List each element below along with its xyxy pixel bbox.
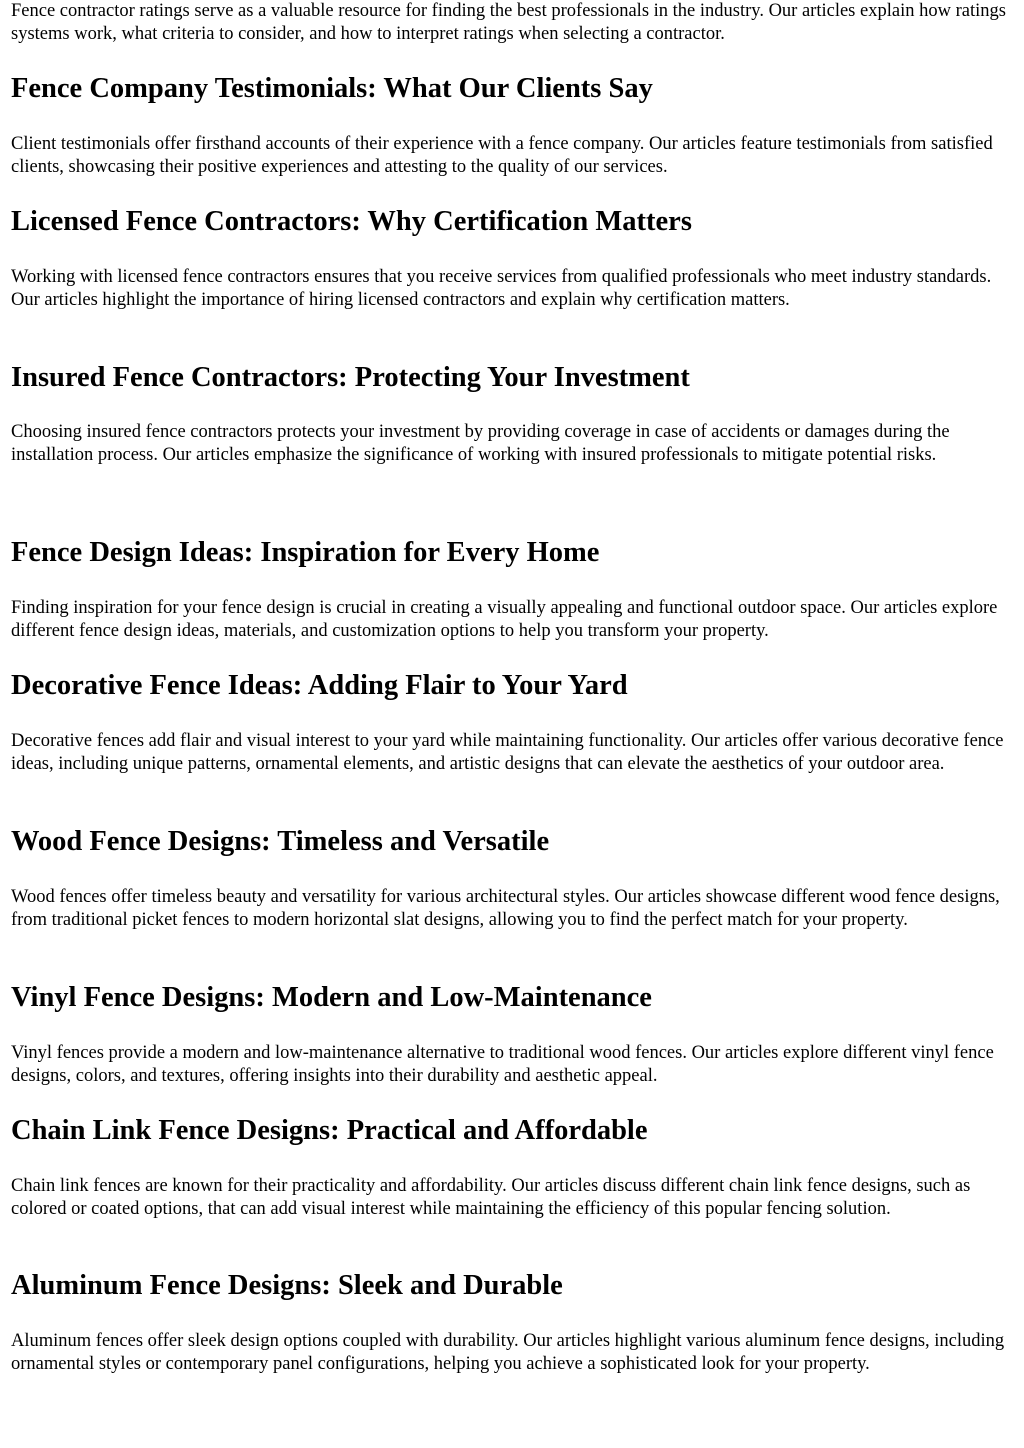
- section-body-insured: Choosing insured fence contractors protects your investment by providing coverage in case of accidents or damages during the installation process. Our articles emphasize the significance of working with insured professionals to mitigate potential risks.: [11, 422, 950, 466]
- section-heading-aluminum: Aluminum Fence Designs: Sleek and Durable: [11, 1270, 563, 1301]
- section-body-design-ideas: Finding inspiration for your fence design is crucial in creating a visually appealing and functional outdoor space. Our articles explore different fence design ideas, materials, and customization options to help you transform your property.: [11, 598, 998, 642]
- section-body-testimonials: Client testimonials offer firsthand accounts of their experience with a fence company. Our articles feature testimonials from satisfied clients, showcasing their positive experiences and attesting to the quality of our services.: [11, 134, 993, 178]
- section-heading-wood: Wood Fence Designs: Timeless and Versatile: [11, 826, 550, 857]
- section-body-decorative: Decorative fences add flair and visual interest to your yard while maintaining functionality. Our articles offer various decorative fence ideas, including unique patterns, ornamental elements, and artistic designs that can elevate the aesthetics of your outdoor area.: [11, 731, 1004, 775]
- section-heading-insured: Insured Fence Contractors: Protecting Your Investment: [11, 362, 690, 393]
- intro-paragraph: Fence contractor ratings serve as a valuable resource for finding the best professionals in the industry. Our articles explain how ratings systems work, what criteria to consider, and how to interpret ratings when selecting a contractor.: [11, 1, 1006, 45]
- section-heading-chain-link: Chain Link Fence Designs: Practical and Affordable: [11, 1115, 648, 1146]
- section-heading-decorative: Decorative Fence Ideas: Adding Flair to Your Yard: [11, 670, 628, 701]
- section-heading-testimonials: Fence Company Testimonials: What Our Clients Say: [11, 73, 653, 104]
- section-heading-design-ideas: Fence Design Ideas: Inspiration for Every Home: [11, 537, 600, 568]
- section-body-licensed: Working with licensed fence contractors ensures that you receive services from qualified professionals who meet industry standards. Our articles highlight the importance of hiring licensed contractors and explain why certification matters.: [11, 267, 992, 311]
- section-heading-vinyl: Vinyl Fence Designs: Modern and Low-Maintenance: [11, 982, 652, 1013]
- section-body-aluminum: Aluminum fences offer sleek design options coupled with durability. Our articles highlight various aluminum fence designs, including ornamental styles or contemporary panel configurations, helping you achieve a sophisticated look for your property.: [11, 1331, 1005, 1375]
- section-heading-licensed: Licensed Fence Contractors: Why Certification Matters: [11, 206, 692, 237]
- section-body-wood: Wood fences offer timeless beauty and versatility for various architectural styles. Our articles showcase different wood fence designs, from traditional picket fences to modern horizontal slat designs, allowing you to find the perfect match for your property.: [11, 887, 1000, 931]
- section-body-chain-link: Chain link fences are known for their practicality and affordability. Our articles discuss different chain link fence designs, such as colored or coated options, that can add visual interest while maintaining the efficiency of this popular fencing solution.: [11, 1176, 971, 1220]
- section-body-vinyl: Vinyl fences provide a modern and low-maintenance alternative to traditional wood fences. Our articles explore different vinyl fence designs, colors, and textures, offering insights into their durability and aesthetic appeal.: [11, 1043, 994, 1087]
